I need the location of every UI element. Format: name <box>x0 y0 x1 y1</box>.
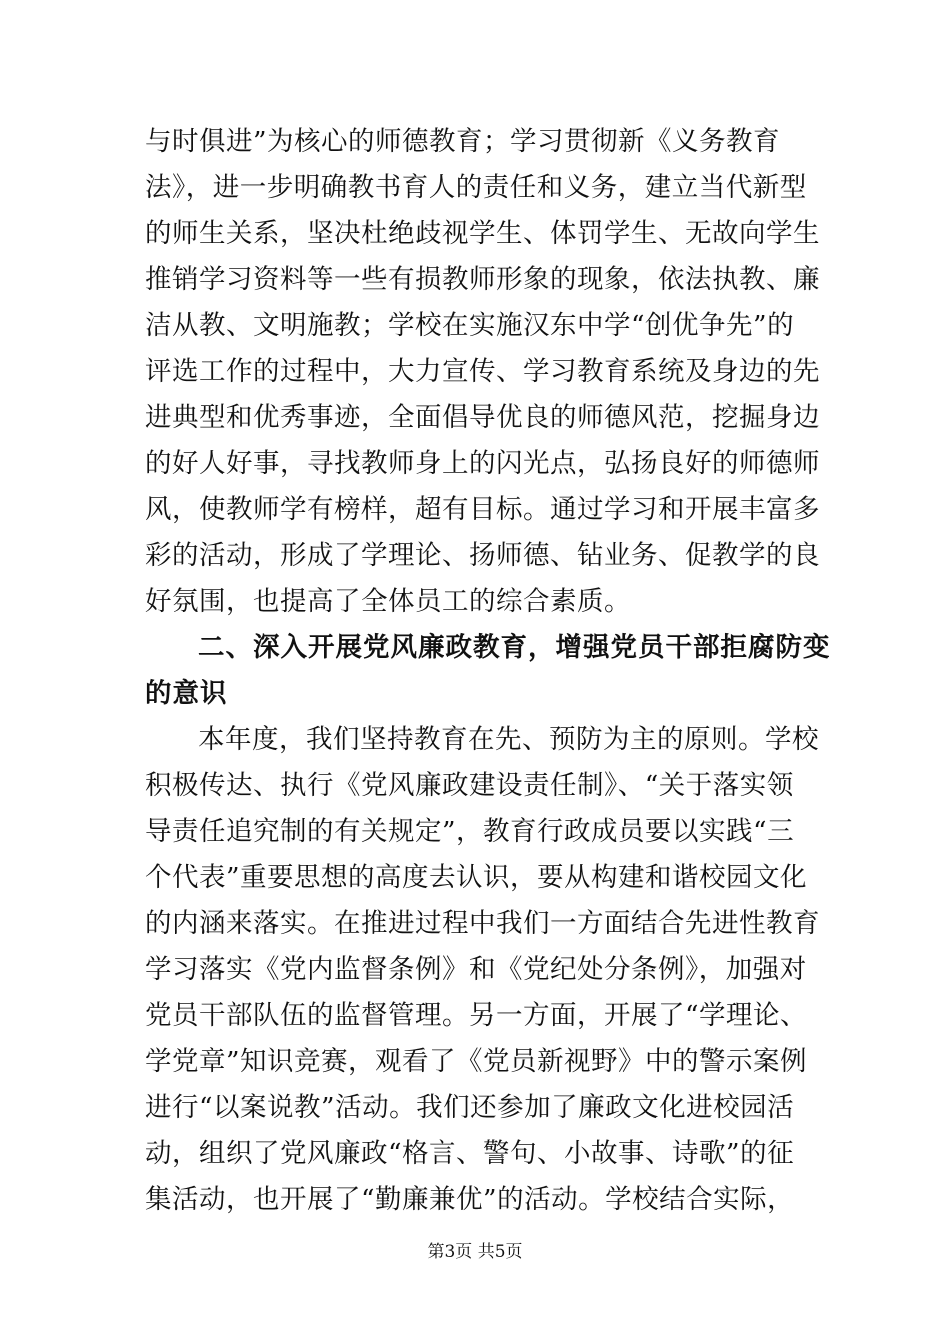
section-heading-continuation: 的意识 <box>145 678 228 709</box>
body-line: 进典型和优秀事迹，全面倡导优良的师德风范，挖掘身边 <box>145 402 820 433</box>
body-line: 的内涵来落实。在推进过程中我们一方面结合先进性教育 <box>145 908 820 939</box>
body-line: 彩的活动，形成了学理论、扬师德、钻业务、促教学的良 <box>145 540 820 571</box>
body-line: 导责任追究制的有关规定”，教育行政成员要以实践“三 <box>145 816 795 847</box>
section-heading: 二、深入开展党风廉政教育，增强党员干部拒腐防变 <box>198 632 831 663</box>
body-line: 个代表”重要思想的高度去认识，要从构建和谐校园文化 <box>145 862 808 893</box>
body-line: 集活动，也开展了“勤廉兼优”的活动。学校结合实际， <box>145 1184 795 1215</box>
body-line: 积极传达、执行《党风廉政建设责任制》、“关于落实领 <box>145 770 794 801</box>
body-line: 法》，进一步明确教书育人的责任和义务，建立当代新型 <box>145 172 807 203</box>
body-line: 的好人好事，寻找教师身上的闪光点，弘扬良好的师德师 <box>145 448 820 479</box>
body-line: 好氛围，也提高了全体员工的综合素质。 <box>145 586 631 617</box>
body-line: 评选工作的过程中，大力宣传、学习教育系统及身边的先 <box>145 356 820 387</box>
body-line: 风，使教师学有榜样，超有目标。通过学习和开展丰富多 <box>145 494 820 525</box>
body-line: 推销学习资料等一些有损教师形象的现象，依法执教、廉 <box>145 264 820 295</box>
body-line: 学党章”知识竞赛，观看了《党员新视野》中的警示案例 <box>145 1046 808 1077</box>
body-line: 动，组织了党风廉政“格言、警句、小故事、诗歌”的征 <box>145 1138 795 1169</box>
body-line: 学习落实《党内监督条例》和《党纪处分条例》，加强对 <box>145 954 807 985</box>
body-line: 洁从教、文明施教；学校在实施汉东中学“创优争先”的 <box>145 310 795 341</box>
body-line: 与时俱进”为核心的师德教育；学习贯彻新《义务教育 <box>145 126 781 157</box>
paragraph-first-line: 本年度，我们坚持教育在先、预防为主的原则。学校 <box>198 724 819 755</box>
body-line: 的师生关系，坚决杜绝歧视学生、体罚学生、无故向学生 <box>145 218 820 249</box>
page-number-footer: 第3页 共5页 <box>427 1242 523 1262</box>
body-line: 党员干部队伍的监督管理。另一方面，开展了“学理论、 <box>145 1000 808 1031</box>
body-line: 进行“以案说教”活动。我们还参加了廉政文化进校园活 <box>145 1092 795 1123</box>
